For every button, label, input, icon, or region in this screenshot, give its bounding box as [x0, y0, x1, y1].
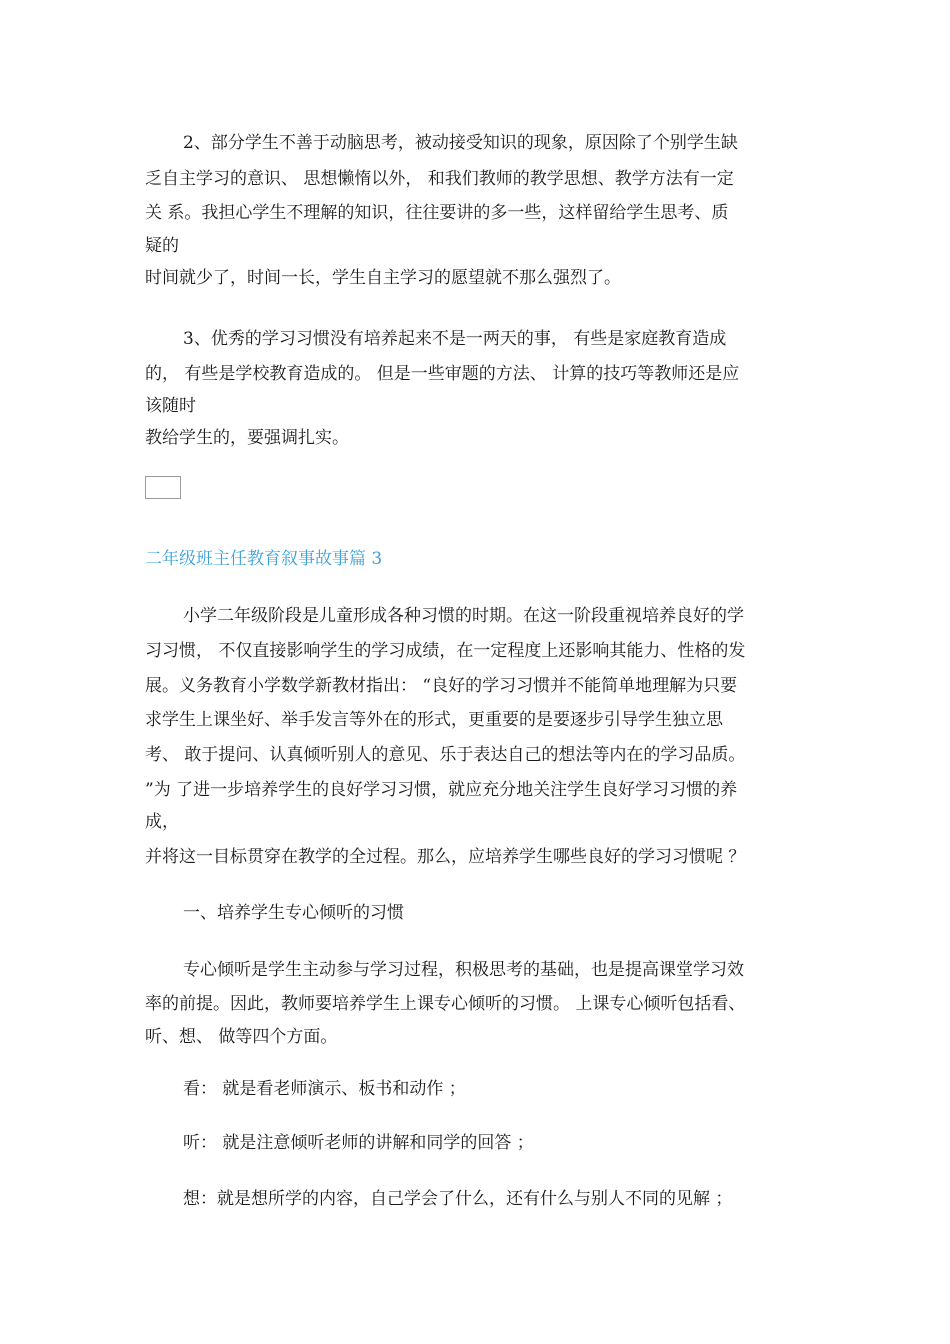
subheading: 一、培养学生专心倾听的习惯: [183, 903, 404, 923]
empty-box: [145, 476, 181, 499]
intro-line: 成，: [145, 812, 179, 832]
item-listen: 听： 就是注意倾听老师的讲解和同学的回答 ；: [183, 1133, 534, 1153]
listening-line: 率的前提。因此，教师要培养学生上课专心倾听的习惯。 上课专心倾听包括看、: [145, 994, 746, 1014]
item-think: 想：就是想所学的内容，自己学会了什么，还有什么与别人不同的见解 ；: [183, 1189, 733, 1209]
intro-line: 小学二年级阶段是儿童形成各种习惯的时期。在这一阶段重视培养良好的学: [183, 606, 744, 626]
intro-line: 并将这一目标贯穿在教学的全过程。那么，应培养学生哪些良好的学习习惯呢 ？: [145, 847, 746, 867]
paragraph-2-line: 疑的: [145, 236, 179, 256]
intro-line: 考、 敢于提问、认真倾听别人的意见、乐于表达自己的想法等内在的学习品质。: [145, 745, 746, 765]
paragraph-2-line: 关 系。我担心学生不理解的知识，往往要讲的多一些，这样留给学生思考、质: [145, 203, 729, 223]
intro-line: 习习惯， 不仅直接影响学生的学习成绩，在一定程度上还影响其能力、性格的发: [145, 641, 746, 661]
paragraph-2-line: 2、部分学生不善于动脑思考，被动接受知识的现象，原因除了个别学生缺: [183, 133, 738, 153]
paragraph-2-line: 时间就少了，时间一长，学生自主学习的愿望就不那么强烈了。: [145, 268, 621, 288]
item-look: 看： 就是看老师演示、板书和动作 ；: [183, 1079, 466, 1099]
paragraph-2-line: 乏自主学习的意识、 思想懒惰以外， 和我们教师的教学思想、教学方法有一定: [145, 169, 734, 189]
section-heading: 二年级班主任教育叙事故事篇 3: [145, 549, 383, 569]
listening-line: 专心倾听是学生主动参与学习过程，积极思考的基础，也是提高课堂学习效: [183, 960, 744, 980]
listening-line: 听、想、 做等四个方面。: [145, 1027, 338, 1047]
intro-line: 求学生上课坐好、举手发言等外在的形式，更重要的是要逐步引导学生独立思: [145, 710, 723, 730]
paragraph-3-line: 教给学生的，要强调扎实。: [145, 428, 349, 448]
intro-line: 展。义务教育小学数学新教材指出： “良好的学习习惯并不能简单地理解为只要: [145, 676, 738, 696]
intro-line: ”为 了进一步培养学生的良好学习习惯，就应充分地关注学生良好学习习惯的养: [145, 780, 738, 800]
paragraph-3-line: 该随时: [145, 396, 196, 416]
paragraph-3-line: 的， 有些是学校教育造成的。 但是一些审题的方法、 计算的技巧等教师还是应: [145, 364, 740, 384]
paragraph-3-line: 3、优秀的学习习惯没有培养起来不是一两天的事， 有些是家庭教育造成: [183, 329, 727, 349]
